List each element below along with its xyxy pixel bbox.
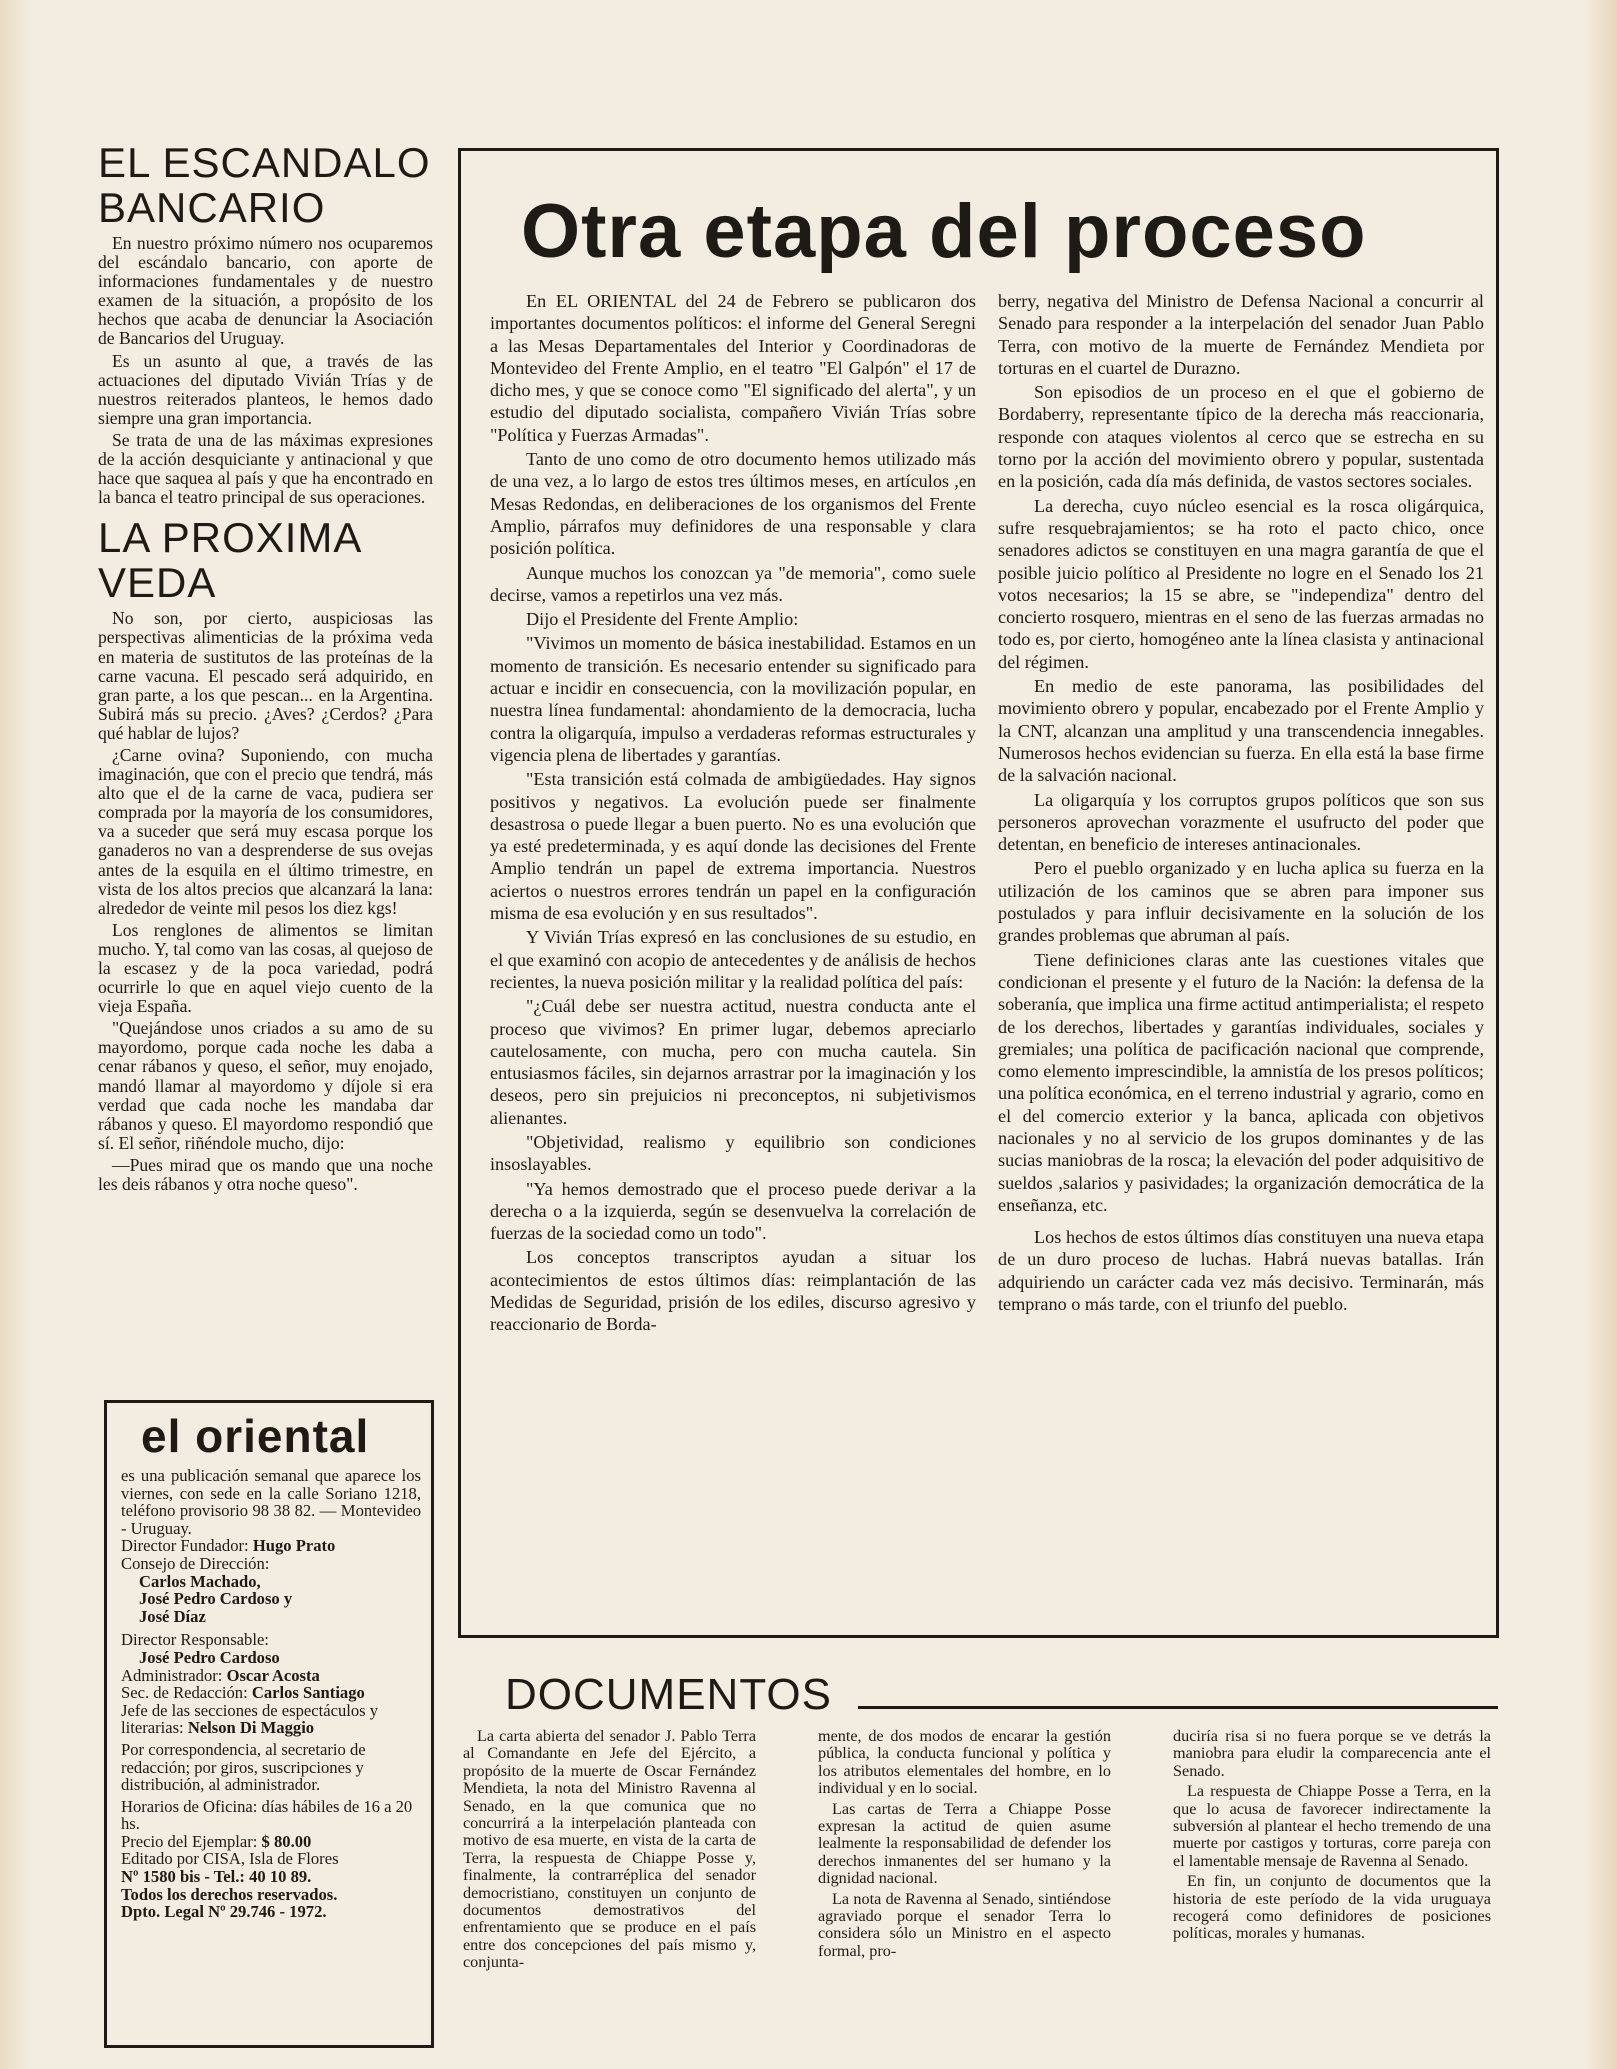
paragraph: Y Vivián Trías expresó en las conclusiones de su estudio, en el que examinó con acopio de antecedentes y de análisis de hechos recientes, la nueva posición militar y la realidad política del país: [490, 927, 976, 992]
paragraph: En medio de este panorama, las posibilidades del movimiento obrero y popular, encabezado por el Frente Amplio y la CNT, alcanzan una amplitud y una transcendencia innegables. Numerosos hechos evidencian su fuerza. En ella está la base firme de la salvación nacional. [998, 676, 1484, 786]
secretary-line [121, 1684, 421, 1702]
paragraph: No son, por cierto, auspiciosas las perspectivas alimenticias de la próxima veda en materia de sustitutos de las proteínas de la carne vacuna. El pescado será adquirido, en gran parte, a los que pescan... en la Argentina. Subirá más su precio. ¿Aves? ¿Cerdos? ¿Para qué hablar de lujos? [98, 608, 433, 743]
label: Administrador: [121, 1665, 223, 1685]
paragraph: En nuestro próximo número nos ocuparemos del escándalo bancario, con aporte de informaciones fundamentales y de nuestro examen de la situación, a propósito de los hechos que acaba de denunciar la Asociación de Bancarios del Uruguay. [98, 233, 433, 349]
quote-paragraph: "Ya hemos demostrado que el proceso puede derivar a la derecha o a la izquierda, según se desenvuelva la correlación de fuerzas de la sociedad como un todo". [490, 1178, 976, 1244]
edited-line [121, 1850, 421, 1885]
council-member [121, 1590, 421, 1608]
paragraph: La nota de Ravenna al Senado, sintiéndose agraviado porque el senador Terra lo considera sólo un Ministro en el aspecto formal, pro- [818, 1889, 1111, 1960]
paragraph: Los hechos de estos últimos días constituyen una nueva etapa de un duro proceso de luchas. Habrá nuevas batallas. Irán adquiriendo un carácter cada vez más decisivo. Terminarán, más temprano o más tarde, con el triunfo del pueblo. [998, 1227, 1484, 1315]
price-line [121, 1833, 421, 1851]
documentos-column-1 [463, 1728, 756, 1975]
paragraph: Dijo el Presidente del Frente Amplio: [526, 609, 799, 630]
director-name [121, 1649, 421, 1667]
paragraph: mente, de dos modos de encarar la gestión pública, la conducta funcional y política y los atributos elementales del hombre, en lo individual y en lo social. [818, 1727, 1111, 1798]
label: Director Fundador: [121, 1536, 249, 1556]
paragraph: Son episodios de un proceso en el que el gobierno de Bordaberry, representante típico de la derecha más reaccionaria, responde con ataques violentos al cerco que se estrecha en su torno por la acción del movimiento obrero y popular, sustentada en la posición, cada día más definida, de vastos sectores sociales. [998, 382, 1484, 492]
paragraph: —Pues mirad que os mando que una noche les deis rábanos y otra noche queso". [98, 1154, 433, 1195]
paragraph: La carta abierta del senador J. Pablo Terra al Comandante en Jefe del Ejército, a propósito de la muerte de Oscar Fernández Mendieta, la nota del Ministro Ravenna al Senado, en la que comunica que no concurrirá a la interpelación planteada con motivo de esa muerte, en vista de la carta de Terra, la respuesta de Chiappe Posse y, finalmente, la contrarréplica del senador democristiano, constituyen un conjunto de documentos demostrativos del enfrentamiento que se produce en el país entre dos concepciones del país mismo y, conjunta- [463, 1727, 756, 1972]
quote-paragraph: "Esta transición está colmada de ambigüedades. Hay signos positivos y negativos. La evolución puede ser finalmente desastrosa o puede llegar a buen puerto. No es una evolución que ya esté predeterminada, y es aquí donde las decisiones del Frente Amplio tendrán un papel de extrema importancia. Nuestros aciertos o nuestros errores tendrán un papel en la configuración misma de esa evolución y en sus resultados". [490, 769, 976, 924]
paragraph: "Quejándose unos criados a su amo de su mayordomo, porque cada noche les daba a cenar rábanos y queso, el señor, muy enojado, mandó llamar al mayordomo y díjole si era verdad que cada noche les mandaba dar rábanos y queso. El mayordomo respondió que sí. El señor, riñéndole mucho, dijo: [98, 1018, 433, 1153]
quote-paragraph: "Objetividad, realismo y equilibrio son condiciones insoslayables. [490, 1131, 976, 1175]
value: Dpto. Legal Nº 29.746 - 1972. [121, 1902, 327, 1922]
admin-line [121, 1667, 421, 1685]
main-article-column-right [998, 290, 1484, 1317]
main-article-column-left [490, 290, 976, 1338]
paragraph: Se trata de una de las máximas expresiones de la acción desquiciante y antinacional y que hace que saquea al país y que ha encontrado en la banca el teatro principal de sus operaciones. [98, 429, 433, 508]
paragraph: Aunque muchos los conozcan ya "de memoria", como suele decirse, vamos a repetirlos una vez más. [490, 562, 976, 605]
paragraph: En EL ORIENTAL del 24 de Febrero se publicaron dos importantes documentos políticos: el informe del General Seregni a las Mesas Departamentales del Interior y Coordinadoras de Montevideo del Frente Amplio, en el teatro "El Galpón" el 17 de dicho mes, y que se conoce como "El significado del alerta", y un estudio del diputado socialista, compañero Vivián Trías sobre "Política y Fuerzas Armadas". [490, 291, 976, 445]
correspondence-note: Por correspondencia, al secretario de redacción; por giros, suscripciones y distribución, al administrador. [121, 1739, 366, 1795]
paragraph: La derecha, cuyo núcleo esencial es la rosca oligárquica, sufre resquebrajamientos; se ha roto el pacto chico, once senadores adictos se constituyen en una magra garantía de que el posible juicio político al Presidente no logre en el Senado los 21 votos necesarios; la 15 se abre, se "independiza" dentro del concierto rosquero, mientras en el seno de las fuerzas armadas no todo es, por cierto, homogéneo ante la línea clasista y antinacional del régimen. [998, 495, 1484, 672]
value: $ 80.00 [261, 1831, 312, 1851]
label: Sec. de Redacción: [121, 1683, 248, 1703]
headline-line: LA PROXIMA [98, 514, 363, 562]
headline-line: EL ESCANDALO [98, 139, 431, 186]
paragraph: En fin, un conjunto de documentos que la historia de este período de la vida uruguaya recogerá como definidores de posiciones políticas, morales y humanas. [1173, 1872, 1491, 1943]
documentos-column-2 [818, 1728, 1111, 1963]
founder-line [121, 1537, 421, 1555]
label: Jefe de las secciones de espectáculos y literarias: [121, 1700, 379, 1738]
paragraph: Es un asunto al que, a través de las actuaciones del diputado Vivián Trías y de nuestros reiterados planteos, le hemos dado siempre una gran importancia. [98, 350, 433, 428]
paragraph: Los renglones de alimentos se limitan mucho. Y, tal como van las cosas, al quejoso de la escasez y de la poca variedad, podrá ocurrirle lo que en aquel viejo cuento de la vieja España. [98, 919, 433, 1017]
value: Carlos Santiago [251, 1683, 365, 1703]
headline-line: VEDA [98, 559, 217, 607]
legal-line [121, 1903, 421, 1921]
office-hours: Horarios de Oficina: días hábiles de 16 a 20 hs. [121, 1796, 413, 1834]
paragraph: ¿Carne ovina? Suponiendo, con mucha imaginación, que con el precio que tendrá, más alto que el de la carne de vaca, pudiera ser comprada por la mayoría de los consumidores, va a suceder que será muy escasa porque los ganaderos no van a desprenderse de sus ovejas antes de la esquila en el último trimestre, en vista de los altos precios que alcanzará la lana: alrededor de veinte mil pesos los diez kgs! [98, 744, 433, 918]
council-member [121, 1573, 421, 1591]
paragraph: Los conceptos transcriptos ayudan a situar los acontecimientos de estos últimos días: reimplantación de las Medidas de Seguridad, prisión de los ediles, discurso agresivo y reaccionario de Borda- [490, 1247, 976, 1335]
value: Carlos Machado, [139, 1571, 261, 1591]
masthead-box [104, 1400, 434, 2048]
paragraph: duciría risa si no fuera porque se ve detrás la maniobra para eludir la comparecencia ante el Senado. [1173, 1727, 1491, 1780]
documentos-headline: DOCUMENTOS [505, 1670, 832, 1719]
headline-rule [858, 1706, 1498, 1709]
headline-proxima-veda [98, 515, 433, 605]
value: Oscar Acosta [226, 1665, 320, 1685]
paragraph: Tanto de uno como de otro documento hemos utilizado más de una vez, a lo largo de estos tres últimos meses, en artículos ,en Mesas Redondas, en deliberaciones de los organismos del Frente Amplio, párrafos muy definidores de una responsable y clara posición política. [490, 449, 976, 559]
masthead-intro: es una publicación semanal que aparece los viernes, con sede en la calle Soriano 1218, teléfono provisorio 98 38 82. — Montevideo - Uruguay. [121, 1466, 421, 1538]
director-label: Director Responsable: [121, 1630, 269, 1650]
value: Nº 1580 bis - Tel.: 40 10 89. [121, 1867, 312, 1887]
headline-line: BANCARIO [98, 184, 326, 231]
council-member [121, 1608, 421, 1626]
brand-logo: el oriental [141, 1410, 370, 1462]
main-headline: Otra etapa del proceso [521, 189, 1367, 274]
masthead-info [121, 1467, 421, 1921]
value: Nelson Di Maggio [187, 1718, 315, 1738]
left-column [98, 140, 433, 1197]
quote-paragraph: "Vivimos un momento de básica inestabilidad. Estamos en un momento de transición. Es necesario entender su significado para actuar e incidir en consecuencia, con la movilización popular, en nuestra línea fundamental: ahondamiento de la democracia, lucha contra la oligarquía, impulso a verdaderas reformas estructurales y vigencia plena de libertades y garantías. [490, 633, 976, 765]
documentos-column-3 [1173, 1728, 1491, 1946]
paragraph: La respuesta de Chiappe Posse a Terra, en la que lo acusa de favorecer indirectamente la subversión al plantear el hecho tremendo de una muerte por castigos y torturas, corre pareja con el lamentable mensaje de Ravenna al Senado. [1173, 1782, 1491, 1870]
quote-paragraph: "¿Cuál debe ser nuestra actitud, nuestra conducta ante el proceso que vivimos? En primer lugar, debemos apreciarlo cautelosamente, con mucha, pero con mucha cautela. Sin entusiasmos fáciles, sin dejarnos arrastrar por la imaginación y los deseos, pero sin prejuicios ni preconceptos, ni subjetivismos alienantes. [490, 996, 976, 1128]
rights-line [121, 1886, 421, 1904]
value: Hugo Prato [252, 1536, 336, 1556]
label: Precio del Ejemplar: [121, 1831, 258, 1851]
paragraph: Tiene definiciones claras ante las cuestiones vitales que condicionan el presente y el futuro de la Nación: la defensa de la soberanía, que implica una firme actitud antimperialista; el respeto de los derechos, libertades y garantías individuales, sociales y gremiales; una política de pacificación nacional que comprende, como elemento imprescindible, la amnistía de los presos políticos; una política económica, en el terreno industrial y agrario, como en el del comercio exterior y la banca, aplicada con objetivos nacionales y no al servicio de los grupos dominantes y de las sucias maniobras de la rosca; la elevación del poder adquisitivo de sueldos ,salarios y pasividades; la organización democrática de la enseñanza, etc. [998, 949, 1484, 1215]
value: José Díaz [139, 1606, 206, 1626]
label: Editado por CISA, Isla de Flores [121, 1849, 339, 1869]
value: José Pedro Cardoso [139, 1647, 280, 1667]
paragraph: Pero el pueblo organizado y en lucha aplica su fuerza en la utilización de los caminos que se abren para imponer sus postulados y para influir decisivamente en la solución de los grandes problemas que abruman al país. [998, 858, 1484, 946]
paragraph: Las cartas de Terra a Chiappe Posse expresan la actitud de quien asume lealmente la responsabilidad de defender los derechos inmanentes del ser humano y la dignidad nacional. [818, 1799, 1111, 1888]
headline-escandalo-bancario [98, 140, 433, 230]
chief-line [121, 1702, 421, 1737]
paragraph: La oligarquía y los corruptos grupos políticos que son sus personeros aprovechan vorazmente el usufructo del poder que detentan, en beneficio de intereses antinacionales. [998, 789, 1484, 855]
council-label: Consejo de Dirección: [121, 1553, 270, 1573]
value: José Pedro Cardoso y [139, 1589, 293, 1609]
paragraph: berry, negativa del Ministro de Defensa Nacional a concurrir al Senado para responder a la interpelación del senador Juan Pablo Terra, con motivo de la muerte de Fernández Mendieta por torturas en el cuartel de Durazno. [998, 291, 1484, 378]
value: Todos los derechos reservados. [121, 1884, 338, 1904]
